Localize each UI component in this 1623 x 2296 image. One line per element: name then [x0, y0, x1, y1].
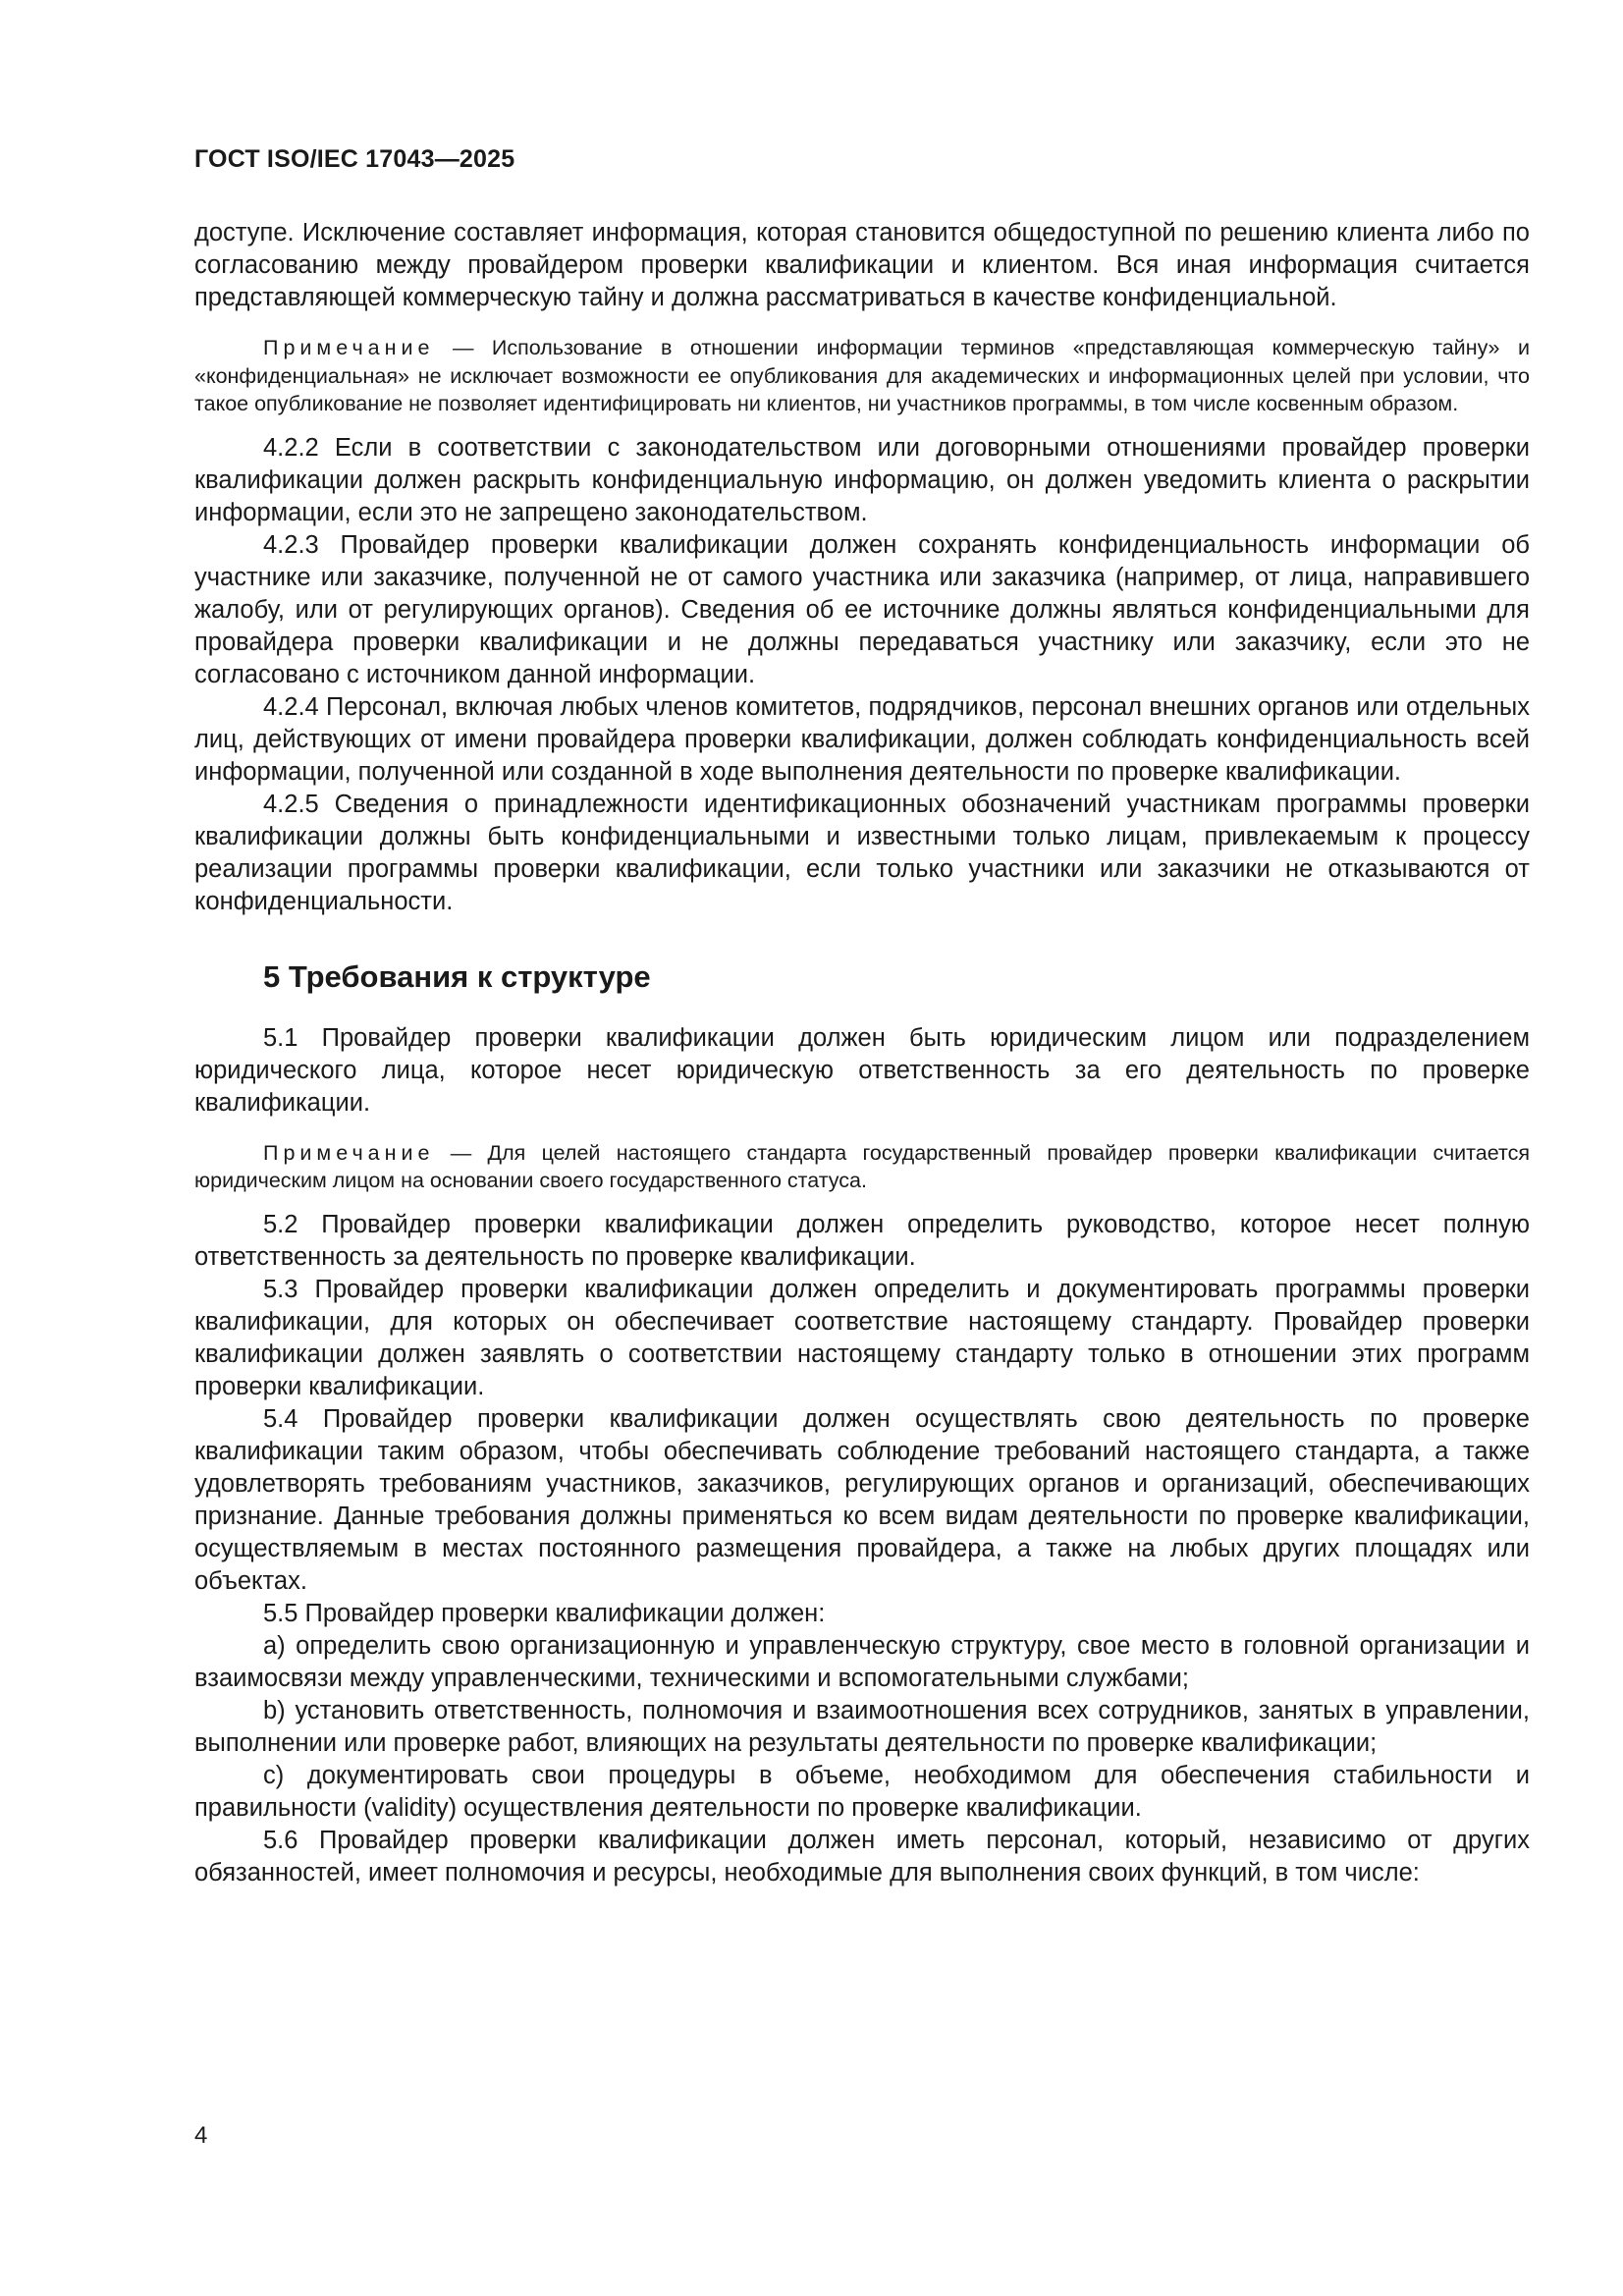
clause-5-3: 5.3 Провайдер проверки квалификации должен определить и документировать программы проверки квалификации, для которых он обеспечивает соответствие настоящему стандарту. Провайдер проверки квалификации должен заявлять о соответствии настоящему стандарту только в отношении этих программ проверки квалификации.: [194, 1275, 1530, 1400]
clause-4-2-4: 4.2.4 Персонал, включая любых членов комитетов, подрядчиков, персонал внешних органов или отдельных лиц, действующих от имени провайдера проверки квалификации, должен соблюдать конфиденциальность всей информации, полученной или созданной в ходе выполнения деятельности по проверке квалификации.: [194, 692, 1530, 786]
continuation-paragraph: доступе. Исключение составляет информация, которая становится общедоступной по решению клиента либо по согласованию между провайдером проверки квалификации и клиентом. Вся иная информация считается представляющей коммерческую тайну и должна рассматриваться в качестве конфиденциальной.: [194, 219, 1530, 311]
note-1-text: — Использование в отношении информации терминов «представляющая коммерческую тайну» и «конфиденциальная» не исключает возможности ее опубликования для академических и информационных целей при условии, что такое опубликование не позволяет идентифицировать ни клиентов, ни участников программы, в том числе косвенным образом.: [194, 336, 1530, 415]
clause-5-5-b: b) установить ответственность, полномочия и взаимоотношения всех сотрудников, занятых в управлении, выполнении или проверке работ, влияющих на результаты деятельности по проверке квалификации;: [194, 1696, 1530, 1757]
note-2-label: Примечание: [263, 1140, 435, 1165]
clause-5-6: 5.6 Провайдер проверки квалификации должен иметь персонал, который, независимо от других обязанностей, имеет полномочия и ресурсы, необходимые для выполнения своих функций, в том числе:: [194, 1826, 1530, 1886]
clause-5-1: 5.1 Провайдер проверки квалификации должен быть юридическим лицом или подразделением юридического лица, которое несет юридическую ответственность за его деятельность по проверке квалификации.: [194, 1023, 1530, 1117]
clause-5-4: 5.4 Провайдер проверки квалификации должен осуществлять свою деятельность по проверке квалификации таким образом, чтобы обеспечивать соблюдение требований настоящего стандарта, а также удовлетворять требованиям участников, заказчиков, регулирующих органов и организаций, обеспечивающих признание. Данные требования должны применяться ко всем видам деятельности по проверке квалификации, осуществляемым в местах постоянного размещения провайдера, а также на любых других площадях или объектах.: [194, 1404, 1530, 1595]
clause-5-5-c: с) документировать свои процедуры в объеме, необходимом для обеспечения стабильности и правильности (validity) осуществления деятельности по проверке квалификации.: [194, 1761, 1530, 1822]
clause-5-2: 5.2 Провайдер проверки квалификации должен определить руководство, которое несет полную ответственность за деятельность по проверке квалификации.: [194, 1210, 1530, 1271]
clause-4-2-3: 4.2.3 Провайдер проверки квалификации должен сохранять конфиденциальность информации об участнике или заказчике, полученной не от самого участника или заказчика (например, от лица, направившего жалобу, или от регулирующих органов). Сведения об ее источнике должны являться конфиденциальными для провайдера проверки квалификации и не должны передаваться участнику или заказчику, если это не согласовано с источником данной информации.: [194, 530, 1530, 688]
clause-4-2-5: 4.2.5 Сведения о принадлежности идентификационных обозначений участникам программы проверки квалификации должны быть конфиденциальными и известными только лицам, привлекаемым к процессу реализации программы проверки квалификации, если только участники или заказчики не отказываются от конфиденциальности.: [194, 790, 1530, 915]
note-2-text: — Для целей настоящего стандарта государственный провайдер проверки квалификации считается юридическим лицом на основании своего государственного статуса.: [194, 1140, 1530, 1192]
page-number: 4: [194, 2122, 208, 2149]
clause-5-5-a: а) определить свою организационную и управленческую структуру, свое место в головной организации и взаимосвязи между управленческими, техническими и вспомогательными службами;: [194, 1631, 1530, 1692]
clause-4-2-2: 4.2.2 Если в соответствии с законодательством или договорными отношениями провайдер проверки квалификации должен раскрыть конфиденциальную информацию, он должен уведомить клиента о раскрытии информации, если это не запрещено законодательством.: [194, 433, 1530, 526]
section-5-title: 5 Требования к структуре: [263, 958, 651, 994]
clause-5-5: 5.5 Провайдер проверки квалификации должен:: [263, 1599, 826, 1627]
document-header: ГОСТ ISO/IEC 17043—2025: [194, 145, 515, 173]
note-1: [194, 334, 1530, 418]
note-1-label: Примечание: [263, 336, 435, 359]
note-2: [194, 1139, 1530, 1195]
